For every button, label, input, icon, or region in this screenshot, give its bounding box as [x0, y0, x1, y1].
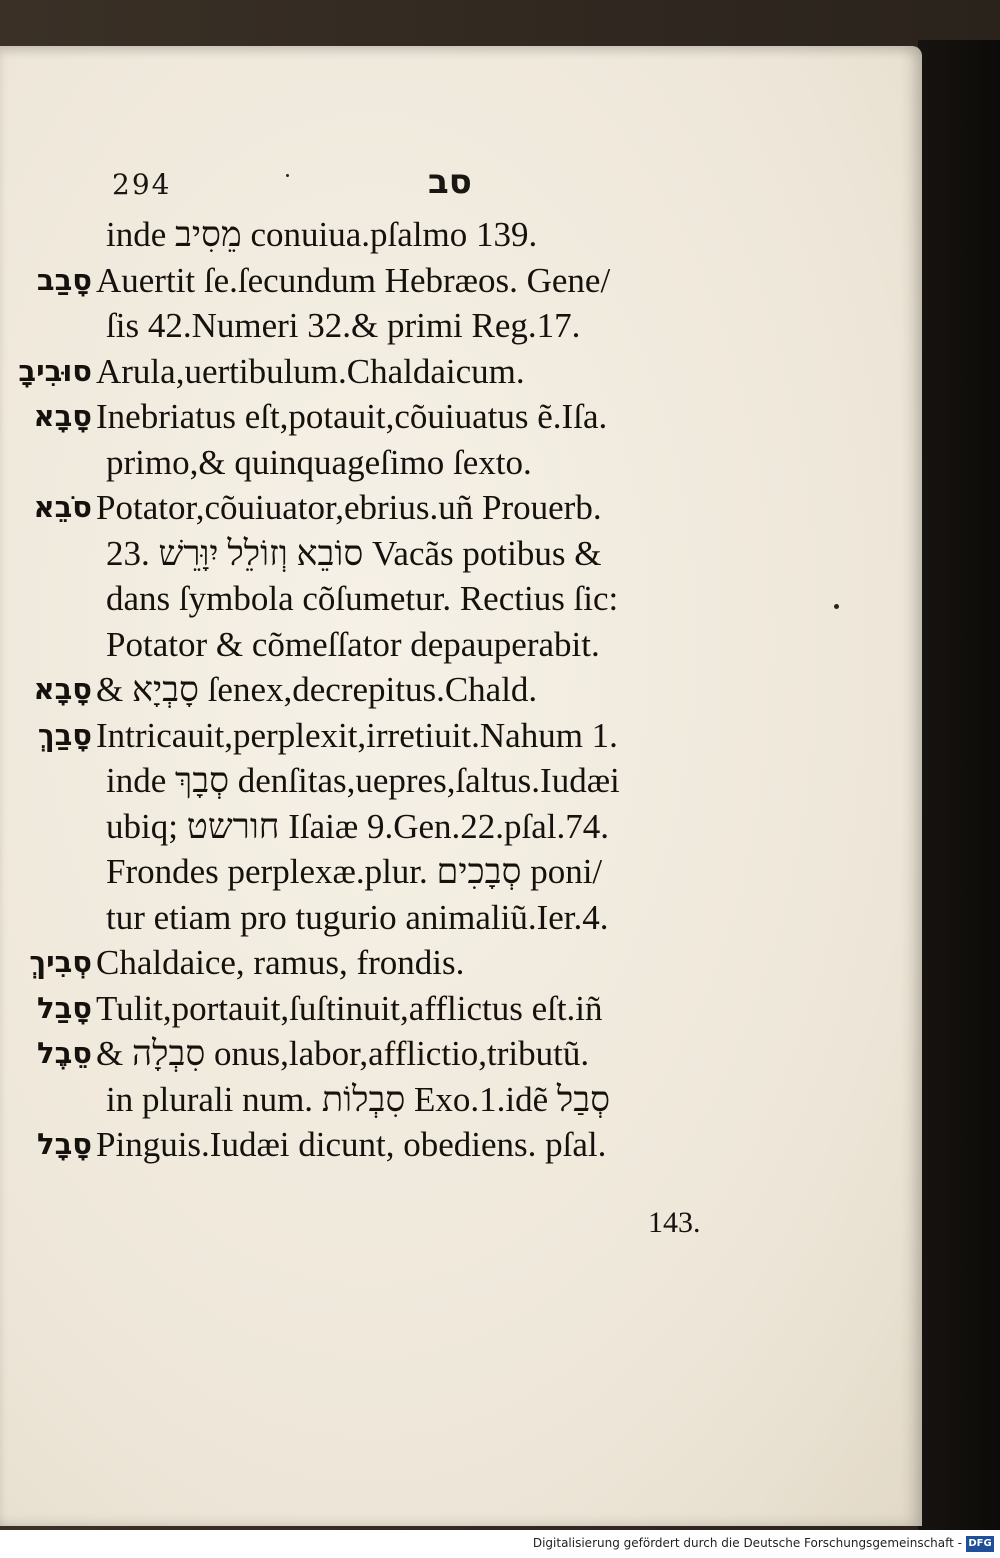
line-text: ſis 42.Numeri 32.& primi Reg.17. [106, 306, 581, 345]
lemma-hebrew: סָבָא [33, 399, 92, 433]
lemma-hebrew: סֹבֵא [33, 490, 92, 524]
text-line [0, 531, 720, 577]
line-text: dans ſymbola cõſumetur. Rectius ſic: [106, 579, 619, 618]
lemma-hebrew: סָבָא [33, 672, 92, 706]
dfg-logo: DFG [966, 1536, 994, 1552]
text-line [0, 349, 720, 395]
line-text: in plurali num. סִבְלוֹת Exo.1.idẽ סְבַל [106, 1079, 611, 1119]
text-line [0, 940, 720, 986]
text-line [0, 440, 720, 486]
text-line [0, 576, 720, 622]
catchword: 143. [648, 1206, 701, 1239]
text-line [0, 1077, 720, 1123]
paper-speck [834, 604, 839, 609]
lemma-hebrew: סָבַךְ [37, 717, 92, 752]
line-text: primo,& quinquageſimo ſexto. [106, 442, 532, 482]
lemma-hebrew: סְבִיךְ [29, 945, 92, 979]
line-text: inde סְבָךְ denſitas,uepres,ſaltus.Iudæi [106, 761, 620, 800]
line-text: Auertit ſe.ſecundum Hebræos. Gene/ [96, 260, 611, 300]
dictionary-text [0, 212, 720, 1168]
digitization-credit-bar [0, 1530, 1000, 1558]
line-text: Tulit,portauit,ſuſtinuit,afflictus eſt.iñ [96, 988, 603, 1028]
book-binding-edge [918, 40, 1000, 1530]
text-line [0, 986, 720, 1032]
line-text: tur etiam pro tugurio animaliũ.Ier.4. [106, 897, 609, 937]
text-line [0, 1031, 720, 1077]
text-line [0, 622, 720, 668]
text-line [0, 485, 720, 531]
text-line [0, 1122, 720, 1168]
text-line [0, 713, 720, 759]
text-line [0, 258, 720, 304]
text-line [0, 212, 720, 258]
line-text: 23. סוֹבֵא וְזוֹלֵל יִוָּרֵשׁ Vacãs potibus & [106, 533, 602, 573]
text-line [0, 895, 720, 941]
lemma-hebrew: סוּבִיבָ [18, 353, 92, 388]
credit-text: Digitalisierung gefördert durch die Deutsche Forschungsgemeinschaft - [532, 1536, 962, 1550]
text-line [0, 849, 720, 895]
lemma-hebrew: סָבַב [36, 262, 92, 297]
line-text: Pinguis.Iudæi dicunt, obediens. pſal. [96, 1125, 607, 1164]
lemma-hebrew: סָבָל [37, 1127, 92, 1161]
text-line [0, 667, 720, 713]
line-text: Inebriatus eſt,potauit,cõuiuatus ẽ.Iſa. [96, 397, 608, 436]
line-text: Chaldaice, ramus, frondis. [96, 943, 465, 982]
paper-speck [286, 174, 289, 177]
text-line [0, 394, 720, 440]
line-text: ubiq; חורשט Iſaiæ 9.Gen.22.pſal.74. [106, 806, 610, 846]
line-text: Potator & cõmeſſator depauperabit. [106, 624, 600, 664]
line-text: inde מֵסִיב conuiua.pſalmo 139. [106, 215, 538, 254]
running-head: סב [428, 162, 472, 202]
text-line [0, 804, 720, 850]
lemma-hebrew: סֵבֶל [37, 1036, 92, 1070]
page-number: 294 [112, 168, 172, 201]
line-text: & סָבְיָא ſenex,decrepitus.Chald. [96, 670, 538, 709]
line-text: & סִבְלָה onus,labor,afflictio,tributũ. [96, 1034, 590, 1073]
line-text: Potator,cõuiuator,ebrius.uñ Prouerb. [96, 488, 602, 527]
text-line [0, 303, 720, 349]
lemma-hebrew: סָבַל [37, 990, 92, 1025]
page-header [0, 162, 700, 208]
text-line [0, 758, 720, 804]
line-text: Intricauit,perplexit,irretiuit.Nahum 1. [96, 715, 618, 755]
line-text: Arula,uertibulum.Chaldaicum. [96, 351, 525, 391]
line-text: Frondes perplexæ.plur. סְבָכִים poni/ [106, 852, 603, 891]
